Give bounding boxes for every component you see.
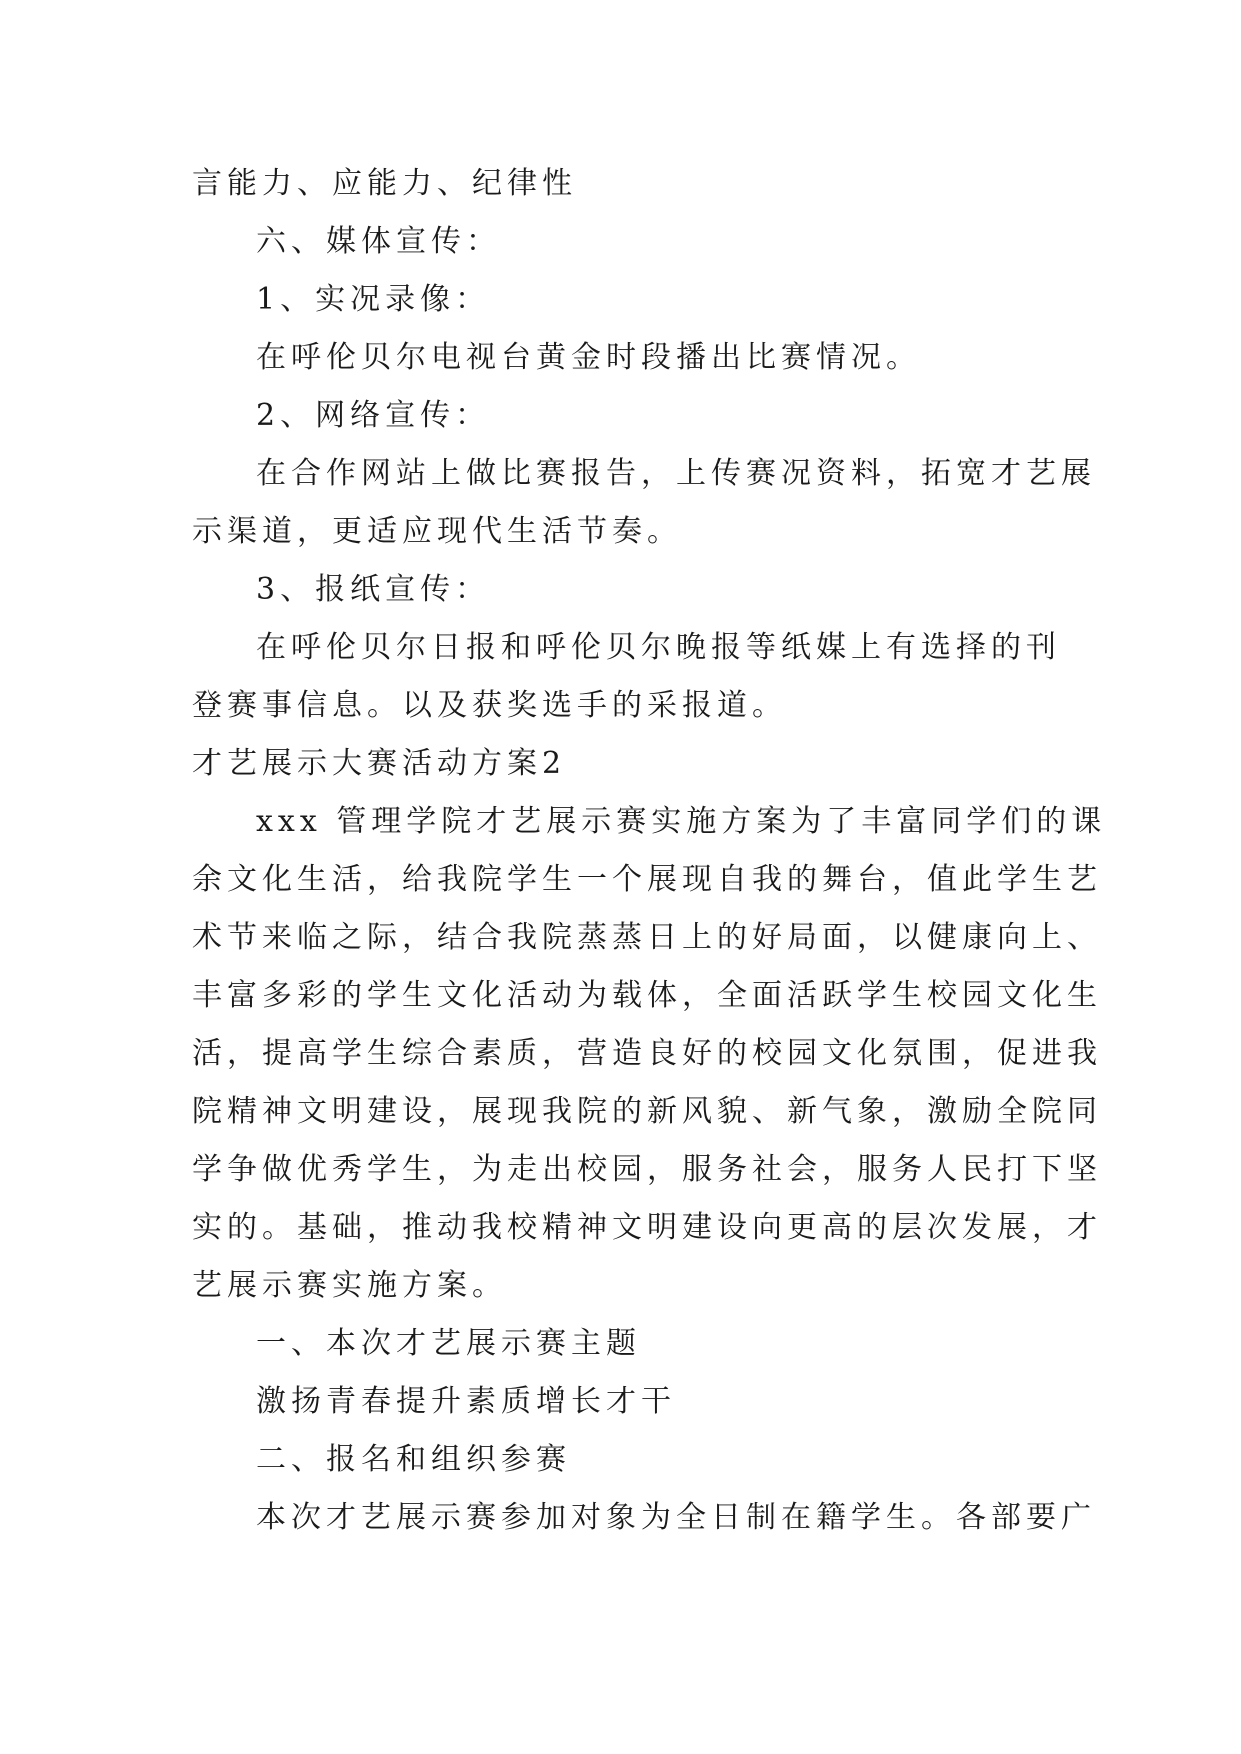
text-line-7: 示渠道，更适应现代生活节奏。 bbox=[192, 514, 682, 549]
text-line-16: 活，提高学生综合素质，营造良好的校园文化氛围，促进我 bbox=[192, 1036, 1102, 1071]
subheading-network: 2、网络宣传： bbox=[256, 398, 491, 433]
text-line-12: xxx 管理学院才艺展示赛实施方案为了丰富同学们的课 bbox=[256, 804, 1107, 839]
text-line-4: 在呼伦贝尔电视台黄金时段播出比赛情况。 bbox=[256, 340, 921, 375]
text-line-10: 登赛事信息。以及获奖选手的采报道。 bbox=[192, 688, 787, 723]
text-line-15: 丰富多彩的学生文化活动为载体，全面活跃学生校园文化生 bbox=[192, 978, 1102, 1013]
text-line-9: 在呼伦贝尔日报和呼伦贝尔晚报等纸媒上有选择的刊 bbox=[256, 630, 1061, 665]
document-title-2: 才艺展示大赛活动方案2 bbox=[192, 746, 567, 781]
text-line-22: 激扬青春提升素质增长才干 bbox=[256, 1384, 676, 1419]
text-line-19: 实的。基础，推动我校精神文明建设向更高的层次发展，才 bbox=[192, 1210, 1102, 1245]
subheading-live-video: 1、实况录像： bbox=[256, 282, 491, 317]
section-heading-theme: 一、本次才艺展示赛主题 bbox=[256, 1326, 641, 1361]
text-line-13: 余文化生活，给我院学生一个展现自我的舞台，值此学生艺 bbox=[192, 862, 1102, 897]
section-heading-registration: 二、报名和组织参赛 bbox=[256, 1442, 571, 1477]
text-line-17: 院精神文明建设，展现我院的新风貌、新气象，激励全院同 bbox=[192, 1094, 1102, 1129]
text-line-18: 学争做优秀学生，为走出校园，服务社会，服务人民打下坚 bbox=[192, 1152, 1102, 1187]
subheading-newspaper: 3、报纸宣传： bbox=[256, 572, 491, 607]
text-line-1: 言能力、应能力、纪律性 bbox=[192, 166, 577, 201]
section-heading-media: 六、媒体宣传： bbox=[256, 224, 501, 259]
text-line-24: 本次才艺展示赛参加对象为全日制在籍学生。各部要广 bbox=[256, 1500, 1096, 1535]
text-line-6: 在合作网站上做比赛报告，上传赛况资料，拓宽才艺展 bbox=[256, 456, 1096, 491]
text-line-14: 术节来临之际，结合我院蒸蒸日上的好局面，以健康向上、 bbox=[192, 920, 1102, 955]
text-line-20: 艺展示赛实施方案。 bbox=[192, 1268, 507, 1303]
